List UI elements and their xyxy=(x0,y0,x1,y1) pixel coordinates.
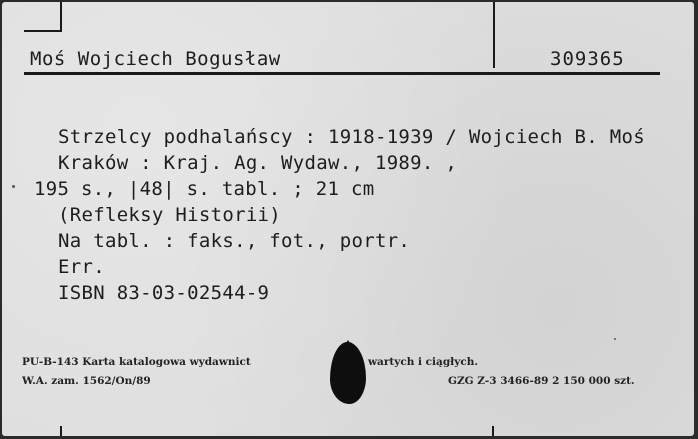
footer-publisher-left: PU-B-143 Karta katalogowa wydawnict xyxy=(22,356,251,368)
errata-note: Err. xyxy=(58,256,105,278)
author-heading: Moś Wojciech Bogusław xyxy=(30,48,281,70)
ink-speck xyxy=(12,185,15,188)
heading-underline-rule xyxy=(24,72,660,75)
tab-notch-horizontal-rule xyxy=(24,30,62,32)
physical-description: 195 s., |48| s. tabl. ; 21 cm xyxy=(34,178,375,200)
heading-divider-rule xyxy=(493,2,495,68)
isbn-line: ISBN 83-03-02544-9 xyxy=(58,282,270,304)
bottom-tick-left xyxy=(60,426,62,436)
title-statement: Strzelcy podhalańscy : 1918-1939 / Wojciech B. Moś xyxy=(58,126,645,148)
ink-speck xyxy=(614,338,616,340)
punch-hole xyxy=(330,342,366,404)
call-number: 309365 xyxy=(550,48,625,70)
bottom-tick-right xyxy=(492,426,494,436)
imprint-statement: Kraków : Kraj. Ag. Wydaw., 1989. , xyxy=(58,152,458,174)
illustrations-note: Na tabl. : faks., fot., portr. xyxy=(58,230,411,252)
catalog-card xyxy=(2,2,694,436)
series-statement: (Refleksy Historii) xyxy=(58,204,282,226)
footer-publisher-right: wartych i ciągłych. xyxy=(368,356,479,368)
footer-print-run: GZG Z-3 3466-89 2 150 000 szt. xyxy=(448,375,635,387)
tab-notch-vertical-rule xyxy=(60,2,62,30)
footer-order-number: W.A. zam. 1562/On/89 xyxy=(22,375,151,387)
